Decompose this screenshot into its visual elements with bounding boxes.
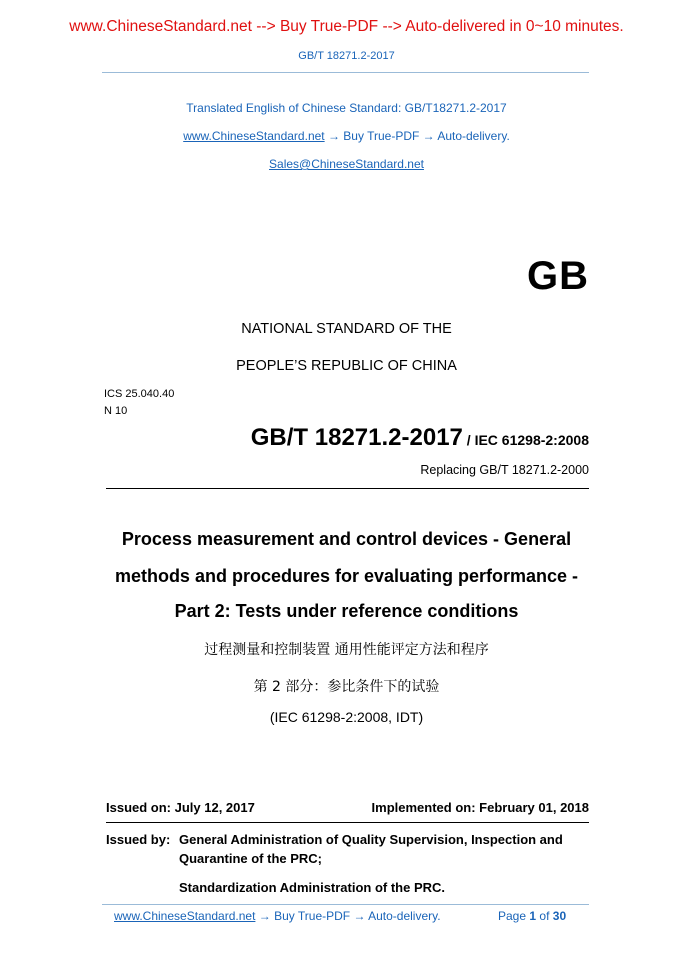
- site-link[interactable]: www.ChineseStandard.net: [183, 129, 325, 143]
- translated-line: Translated English of Chinese Standard: GB/T18271.2-2017: [186, 101, 507, 115]
- chinese-title-1: 过程测量和控制装置 通用性能评定方法和程序: [204, 642, 489, 658]
- standard-number-line: [251, 424, 589, 452]
- footer-site-link[interactable]: www.ChineseStandard.net: [114, 909, 256, 923]
- buy-line: [0, 129, 693, 143]
- title-line-1: Process measurement and control devices - General: [121, 529, 572, 549]
- replacing-line: Replacing GB/T 18271.2-2000: [420, 463, 589, 477]
- standard-number: GB/T 18271.2-2017: [250, 424, 463, 451]
- national-line-2: PEOPLE’S REPUBLIC OF CHINA: [236, 358, 457, 374]
- issued-divider: [106, 822, 589, 823]
- implemented-on: Implemented on: February 01, 2018: [371, 800, 589, 815]
- header-divider: [102, 72, 589, 73]
- chinese-title-2: 第 2 部分：参比条件下的试验: [253, 679, 440, 695]
- national-line-1: NATIONAL STANDARD OF THE: [241, 321, 452, 337]
- idt-line: (IEC 61298-2:2008, IDT): [269, 709, 424, 725]
- page-total: 30: [552, 909, 567, 923]
- title-divider: [106, 488, 589, 489]
- header-standard-code: GB/T 18271.2-2017: [298, 50, 395, 62]
- footer-buy-text: → Buy True-PDF → Auto-delivery.: [255, 909, 441, 923]
- ccs-code: N 10: [104, 405, 128, 417]
- standard-slash: /: [462, 432, 475, 448]
- promo-banner[interactable]: www.ChineseStandard.net --> Buy True-PDF --> Auto-delivered in 0~10 minutes.: [69, 18, 624, 35]
- page-indicator: [498, 909, 566, 923]
- issued-by-line-1: General Administration of Quality Supervision, Inspection and: [179, 832, 563, 847]
- iec-number: IEC 61298-2:2008: [474, 432, 589, 448]
- issued-on: Issued on: July 12, 2017: [106, 800, 255, 815]
- ics-code: ICS 25.040.40: [104, 388, 175, 400]
- issued-by-label: Issued by:: [106, 832, 171, 847]
- page-label: Page: [498, 909, 527, 923]
- buy-text: → Buy True-PDF → Auto-delivery.: [324, 129, 510, 143]
- issued-by-line-2: Quarantine of the PRC;: [179, 851, 323, 866]
- footer-buy-line: [114, 909, 441, 923]
- page-current: 1: [529, 909, 537, 923]
- sales-email-link[interactable]: Sales@ChineseStandard.net: [269, 157, 424, 171]
- title-line-2: methods and procedures for evaluating performance -: [114, 566, 579, 586]
- title-line-3: Part 2: Tests under reference conditions: [174, 601, 519, 621]
- page-of: of: [539, 909, 550, 923]
- issued-by-line-3: Standardization Administration of the PRC.: [179, 880, 446, 895]
- gb-logo: GB: [527, 254, 589, 298]
- footer-divider: [102, 904, 589, 905]
- sales-line: [0, 157, 693, 171]
